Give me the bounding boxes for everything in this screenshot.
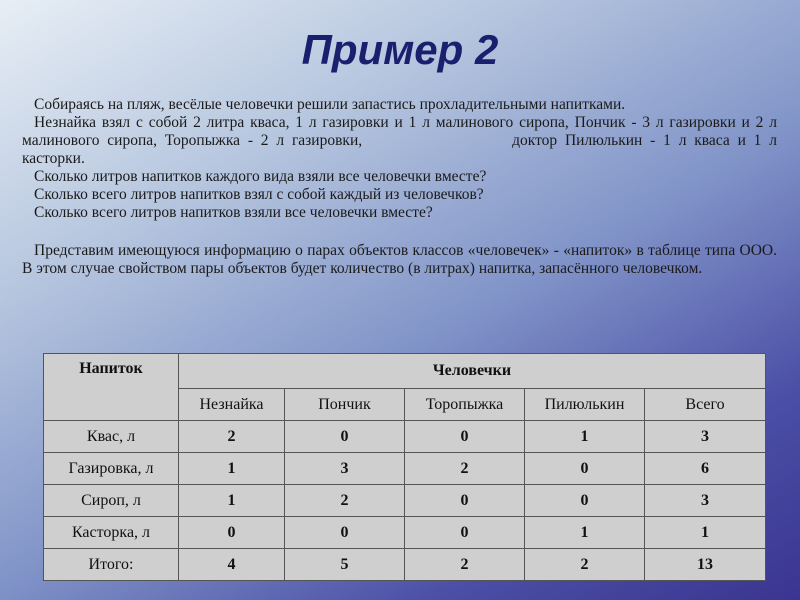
question-1: Сколько литров напитков каждого вида взяли все человечки вместе? [34,168,487,185]
question-3: Сколько всего литров напитков взяли все человечки вместе? [34,204,433,221]
intro-paragraph: Собираясь на пляж, весёлые человечки решили запастись прохладительными напитками. [34,96,626,113]
table-cell: 1 [525,421,645,453]
table-cell: 3 [285,453,405,485]
table-cell: 1 [525,517,645,549]
explanation-paragraph: Представим имеющуюся информацию о парах объектов классов «человечек» - «напиток» в таблице типа ООО. В этом случае свойством пары объектов будет количество (в литрах) напитка, запасённого человечком. [22,242,777,277]
table-cell: 0 [405,517,525,549]
table-cell: 2 [405,453,525,485]
table-cell: 0 [405,421,525,453]
column-header: Пончик [285,389,405,421]
table-cell: 0 [525,453,645,485]
table-cell: 2 [179,421,285,453]
table-cell: 1 [179,453,285,485]
row-label: Итого: [44,549,179,581]
table-cell: 2 [525,549,645,581]
table-cell: 0 [285,421,405,453]
row-label: Касторка, л [44,517,179,549]
row-label: Квас, л [44,421,179,453]
column-header: Незнайка [179,389,285,421]
facts-part-2: доктор Пилюлькин - 1 л кваса и 1 л касторки. [22,132,777,167]
column-header: Пилюлькин [525,389,645,421]
table-row [44,421,766,453]
page-title: Пример 2 [301,26,499,73]
table-cell: 0 [179,517,285,549]
table-cell: 2 [405,549,525,581]
table-cell: 0 [525,485,645,517]
facts-paragraph [22,114,777,168]
table-row-total [44,549,766,581]
column-header: Торопыжка [405,389,525,421]
table-row [44,453,766,485]
facts-part-1: Незнайка взял с собой 2 литра кваса, 1 л газировки и 1 л малинового сиропа, Пончик - 3 л газировки и 2 л малинового сиропа, Торопыжка - 2 л газировки, [22,114,777,149]
question-2: Сколько всего литров напитков взял с собой каждый из человечков? [34,186,484,203]
table-cell: 0 [285,517,405,549]
table-cell: 1 [179,485,285,517]
row-label: Сироп, л [44,485,179,517]
table-cell: 4 [179,549,285,581]
table-row [44,485,766,517]
header-people: Человечки [179,354,766,389]
table-cell: 1 [645,517,766,549]
drinks-table [43,353,766,581]
problem-text [22,96,777,278]
table-cell: 0 [405,485,525,517]
table-cell: 6 [645,453,766,485]
table-cell: 5 [285,549,405,581]
header-drink: Напиток [44,354,179,421]
table-row [44,517,766,549]
table-cell: 3 [645,421,766,453]
table-cell: 3 [645,485,766,517]
table-cell: 2 [285,485,405,517]
column-header: Всего [645,389,766,421]
table-cell: 13 [645,549,766,581]
row-label: Газировка, л [44,453,179,485]
